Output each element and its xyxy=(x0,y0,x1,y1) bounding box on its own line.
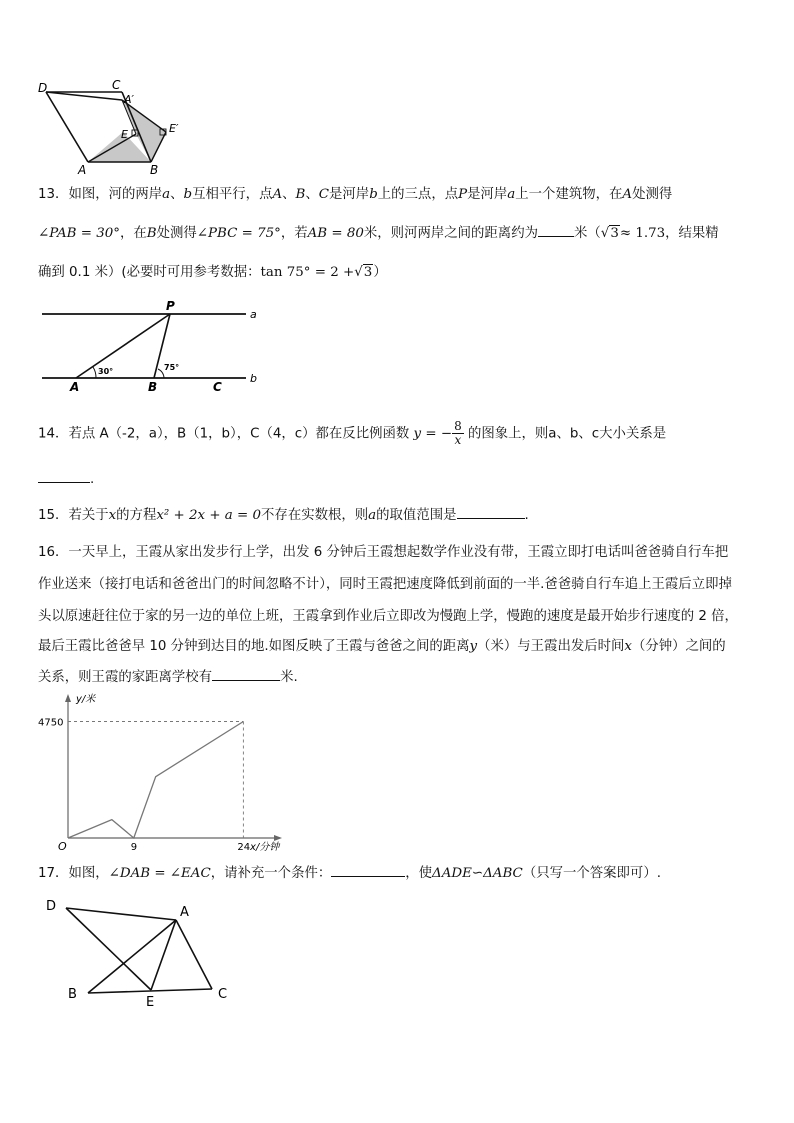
q17-condition: ∠DAB = ∠EAC xyxy=(108,866,211,881)
q17-fig-label-d: D xyxy=(46,899,57,914)
fig12-label-b: B xyxy=(150,163,159,177)
angle-pbc: ∠PBC = 75° xyxy=(196,226,281,241)
q13-fig-label-c: C xyxy=(213,380,222,393)
q13-fig-label-b-line: b xyxy=(250,372,257,385)
q14-answer-blank[interactable] xyxy=(38,470,90,483)
fig12-label-a-prime: A′ xyxy=(124,93,135,106)
fig12-label-c: C xyxy=(112,78,121,92)
q13-fig-label-b: B xyxy=(148,380,158,393)
q13-fig-label-a: A xyxy=(70,380,80,393)
q14-fraction: $\frac{8}{x}$ xyxy=(454,419,462,447)
q13-line-3: 确到 0.1 米）(必要时可用参考数据：tan 75° = 2 +√3） xyxy=(38,265,387,280)
q13-figure xyxy=(36,298,276,393)
q14-line-2: . xyxy=(38,470,94,489)
q17-fig-label-a: A xyxy=(180,905,189,920)
x-tick-label-24: 24 xyxy=(237,842,251,853)
q15-answer-blank[interactable] xyxy=(457,506,525,519)
y-tick-label: 4750 xyxy=(38,717,64,729)
q17-line-1: 17．如图，∠DAB = ∠EAC，请补充一个条件： ，使ΔADE∽ΔABC（只写一个答案即可）. xyxy=(38,866,661,881)
q16-distance-time-chart xyxy=(36,692,286,854)
q14-line-1: 14．若点 A（-2，a），B（1，b），C（4，c）都在反比例函数 y = − $\frac{8}{x}$ 的图象上，则a、b、c大小关系是 xyxy=(38,419,667,447)
q16-line-2: 作业送来（接打电话和爸爸出门的时间忽略不计），同时王霞把速度降低到前面的一半.爸爸骑自行车追上王霞后立即掉 xyxy=(38,577,732,592)
q15-equation: x² + 2x + a = 0 xyxy=(156,508,262,523)
q13-fig-angle-75: 75° xyxy=(164,363,180,372)
origin-label: O xyxy=(58,840,67,853)
q17-figure xyxy=(36,892,246,1010)
fig12-label-a: A xyxy=(78,163,87,177)
q16-answer-blank[interactable] xyxy=(212,668,280,681)
x-axis-arrow xyxy=(274,835,282,841)
fig12-label-d: D xyxy=(38,81,48,95)
q16-line-3: 头以原速赶往位于家的另一边的单位上班，王霞拿到作业后立即改为慢跑上学，慢跑的速度是最开始步行速度的 2 倍， xyxy=(38,609,738,624)
q13-answer-blank[interactable] xyxy=(538,224,574,237)
y-axis-label: y/米 xyxy=(76,694,96,705)
q15-line-1: 15．若关于x的方程x² + 2x + a = 0不存在实数根，则a的取值范围是 . xyxy=(38,508,529,523)
q13-fig-label-p: P xyxy=(166,299,175,313)
q12-figure xyxy=(36,78,196,178)
y-axis-arrow xyxy=(65,694,71,702)
q13-fig-label-a-line: a xyxy=(250,308,257,321)
q13-line-2: ∠PAB = 30°，在B处测得∠PBC = 75°，若AB = 80米，则河两岸之间的距离约为 米（√3≈ 1.73，结果精 xyxy=(38,226,719,241)
fig12-label-e: E xyxy=(121,128,128,141)
q17-fig-label-c: C xyxy=(218,987,228,1002)
q17-fig-label-b: B xyxy=(68,987,77,1002)
q13-fig-angle-30: 30° xyxy=(98,367,114,376)
q17-answer-blank[interactable] xyxy=(331,864,405,877)
q16-line-5: 关系，则王霞的家距离学校有 米. xyxy=(38,670,298,685)
q16-line-1: 16．一天早上，王霞从家出发步行上学，出发 6 分钟后王霞想起数学作业没有带，王霞立即打电话叫爸爸骑自行车把 xyxy=(38,545,729,560)
x-axis-label: x/分钟 xyxy=(250,842,280,853)
angle-pab: ∠PAB = 30° xyxy=(38,226,120,241)
q16-line-4: 最后王霞比爸爸早 10 分钟到达目的地.如图反映了王霞与爸爸之间的距离y（米）与王霞出发后时间x（分钟）之间的 xyxy=(38,639,726,654)
q17-fig-label-e: E xyxy=(146,995,155,1010)
x-tick-label-9: 9 xyxy=(130,842,138,853)
distance-series-line xyxy=(68,721,243,838)
fig12-label-e-prime: E′ xyxy=(169,122,179,135)
q13-line-1: 13．如图，河的两岸a、b互相平行，点A、B、C是河岸b上的三点，点P是河岸a上一个建筑物，在A处测得 xyxy=(38,187,673,202)
